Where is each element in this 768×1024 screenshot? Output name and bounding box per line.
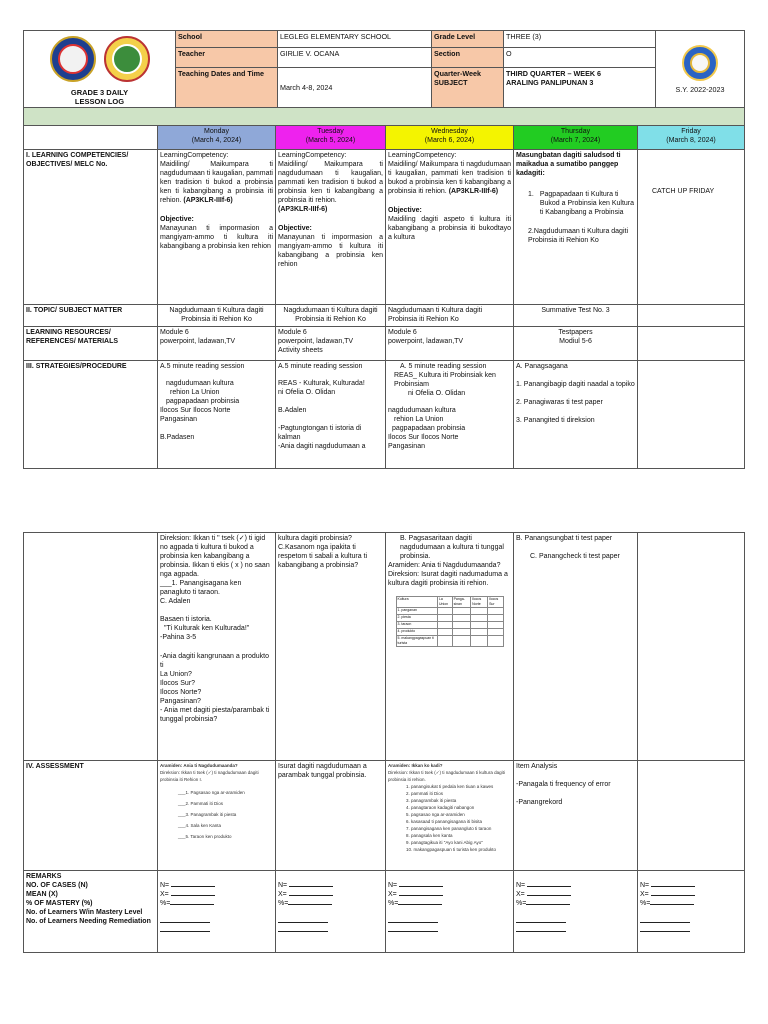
fri-resources [638,327,745,361]
thu-topic: Summative Test No. 3 [514,305,638,327]
mon-assessment: Aramiden: Ania ti Nagdudumaanda? Direksion: Ikkan ti tsek (✓) ti nagdudumaan dagiti probinsia iti Rehion I. ___1. Pagsasao nga ar-aramiden ___2. Pammati iti Dios ___3. Panagrambak iti piesta ___4. Sala ken Kanta ___5. Taraon ken produkto [158,761,276,871]
section-value: O [504,48,656,68]
topic-row [24,305,745,327]
competencies-row [24,150,745,305]
quarter-label: Quarter-Week [434,68,482,78]
fri-remarks: N= X= %= [638,871,745,953]
day-friday: Friday (March 8, 2024) [638,126,745,150]
school-value: LEGLEG ELEMENTARY SCHOOL [278,31,432,48]
wed-topic: Nagdudumaan ti Kultura dagiti Probinsia iti Rehion Ko [386,305,514,327]
wed-strategies-cont: B. Pagsasaritaan dagiti nagdudumaan a kultura ti tunggal probinsia. Aramiden: Ania ti Nagdudumaanda? Direksion: Isurat dagiti nadumaduma a kultura dagiti probinsia iti rehion. Kultura La Union Panga-sinan Ilocos Norte Ilocos Sur 1. panganan 2. piesta 3. taraon 4. produkto 5. makangpagaspuan ti turista [386,533,514,761]
fri-strategies-cont [638,533,745,761]
thu-assessment: Item Analysis -Panagala ti frequency of error -Panangrekord [514,761,638,871]
fri-topic [638,305,745,327]
strategies-cont-row [24,533,745,761]
thu-remarks: N= X= %= [514,871,638,953]
section-label: Section [432,48,504,68]
wed-remarks: N= X= %= [386,871,514,953]
remarks-row [24,871,745,953]
subject-label: SUBJECT [434,77,468,87]
mon-strategies-cont: Direksion: Ikkan ti " tsek (✓) ti igid no agpada ti kultura ti bukod a probinsia ken kabangibang a probinsia. Ikkan ti ekis ( x ) no saan nga agpada. ___1. Panangisagana ken panagluto ti taraon. C. Adalen Basaen ti istoria. "Ti Kulturak ken Kulturada!" -Pahina 3-5 -Ania dagiti kangrunaan a produkto ti La Union? Ilocos Sur? Ilocos Norte? Pangasinan? - Ania met dagiti piesta/parambak ti tunggal probinsia? [158,533,276,761]
wed-resources: Module 6 powerpoint, ladawan,TV [386,327,514,361]
resources-row [24,327,745,361]
thu-strategies: A. Panagsagana 1. Panangibagip dagiti naadal a topiko 2. Panagiwaras ti test paper 3. Panangited ti direksion [514,361,638,469]
tue-topic: Nagdudumaan ti Kultura dagiti Probinsia iti Rehion Ko [276,305,386,327]
title-line1: GRADE 3 DAILY [70,88,129,97]
fri-competency: CATCH UP FRIDAY [638,150,745,305]
tue-strategies-cont: kultura dagiti probinsia? C.Kasanom nga ipakita ti respetom ti sabali a kultura ti kabangibang a probinsia? [276,533,386,761]
fri-strategies [638,361,745,469]
mon-topic: Nagdudumaan ti Kultura dagiti Probinsia iti Rehion Ko [158,305,276,327]
day-wednesday: Wednesday (March 6, 2024) [386,126,514,150]
tue-remarks: N= X= %= [276,871,386,953]
strategies-row [24,361,745,469]
topic-label: II. TOPIC/ SUBJECT MATTER [24,305,158,327]
division-seal-icon [682,45,718,81]
green-band [24,108,745,126]
thu-competency: Masungbatan dagiti saludsod ti maikadua a sumatibo panggep kadagiti: 1. Pagpapadaan ti Kultura ti Bukod a Probinsia ken Kultura ti Kabangibang a Probinsia 2.Nagdudumaan ti Kultura dagiti Probinsia iti Rehion Ko [514,150,638,305]
mon-resources: Module 6 powerpoint, ladawan,TV [158,327,276,361]
wed-competency: LearningCompetency: Maidiling/ Maikumpara ti nagdudumaan ti kaugalian, pammati ken tradision ti bukod a probinsia ken ti kabangibang a probinsia iti rehion. (AP3KLR-IIIf-6) Objective: Maidiling dagiti aspeto ti kultura iti kabangibang a probinsia iti bukodtayo a kultura [386,150,514,305]
teacher-label: Teacher [176,48,278,68]
logo-title-cell [24,31,176,108]
grade-label: Grade Level [432,31,504,48]
culture-worksheet-table: Kultura La Union Panga-sinan Ilocos Norte Ilocos Sur 1. panganan 2. piesta 3. taraon 4. produkto 5. makangpagaspuan ti turista [396,596,504,647]
tue-assessment: Isurat dagiti nagdudumaan a parambak tunggal probinsia. [276,761,386,871]
tue-competency: LearningCompetency: Maidiling/ Maikumpara ti nagdudumaan ti kaugalian, pammati ken tradision ti bukod a probinsia ken ti kabangibang a probinsia iti rehion. (AP3KLR-IIIf-6) Objective: Manayunan ti impormasion a mangiyam-ammo ti kultura iti kabangibang a probinsia ken rehion [276,150,386,305]
thu-strategies-cont: B. Panangsungbat ti test paper C. Panangcheck ti test paper [514,533,638,761]
assessment-row [24,761,745,871]
dates-label: Teaching Dates and Time [176,67,278,107]
day-tuesday: Tuesday (March 5, 2024) [276,126,386,150]
assessment-label: IV. ASSESSMENT [24,761,158,871]
school-year: S.Y. 2022-2023 [675,84,725,94]
grade-value: THREE (3) [504,31,656,48]
school-label: School [176,31,278,48]
tue-strategies: A.5 minute reading session REAS - Kulturak, Kulturada! ni Ofelia O. Olidan B.Adalen -Pagtungtongan ti istoria di kalman -Ania dagiti nagdudumaan a [276,361,386,469]
title-line2: LESSON LOG [74,97,125,106]
dates-value: March 4-8, 2024 [278,67,432,107]
quarter-value: THIRD QUARTER – WEEK 6 [506,68,602,78]
strategies-label: III. STRATEGIES/PROCEDURE [24,361,158,469]
sy-cell [656,31,745,108]
fri-assessment [638,761,745,871]
tue-resources: Module 6 powerpoint, ladawan,TV Activity sheets [276,327,386,361]
day-monday: Monday (March 4, 2024) [158,126,276,150]
deped-seal-icon [50,36,96,82]
wed-assessment: Aramiden: Ikkan ko kadi? Direksion: Ikkan ti tsek (✓) ti nagdudumaan ti kultura dagiti probinsia iti rehion. 1. panangisukat ti pedala ken tiuan a kawes 2. pammati iti Dios 3. panagrambak iti piesta 4. panagtaraon kadagiti nabangon 5. pagsasao nga ar-aramiden 6. kasasaad ti panangisagana iti bisita 7. panangisagana ken panangluto ti taraon 8. panagsala ken kanta 9. panagtagikua iti "Ayo kani Abig Ayo" 10. makangpagaspuan ti turista ken produkto [386,761,514,871]
quarter-subject-value [504,67,656,107]
day-thursday: Thursday (March 7, 2024) [514,126,638,150]
strategies-cont-label [24,533,158,761]
school-seal-icon [104,36,150,82]
remarks-labels: REMARKS NO. OF CASES (N) MEAN (X) % OF MASTERY (%) No. of Learners W/in Mastery Level No. of Learners Needing Remediation [24,871,158,953]
continuation-table [23,532,745,953]
quarter-subject-label [432,67,504,107]
mon-remarks: N= X= %= [158,871,276,953]
teacher-value: GIRLIE V. OCANA [278,48,432,68]
mon-competency: LearningCompetency: Maidiling/ Maikumpara ti nagdudumaan ti kaugalian, pammati ken tradision ti bukod a probinsia ken ti kabangibang a probinsia iti rehion. (AP3KLR-IIIf-6) Objective: Manayunan ti impormasion a mangiyam-ammo ti kultura iti kabangibang a probinsia ken rehion [158,150,276,305]
header-table [23,30,745,108]
mon-strategies: A.5 minute reading session nagdudumaan kultura rehion La Union pagpapadaan probinsia Ilocos Sur Ilocos Norte Pangasinan B.Padasen [158,361,276,469]
main-table [23,107,745,469]
thu-resources: Testpapers Modiul 5-6 [514,327,638,361]
wed-strategies: A. 5 minute reading session REAS_ Kultura iti Probinsiak ken Probinsiam ni Ofelia O. Olidan nagdudumaan kultura rehion La Union pagpapadaan probinsia Ilocos Sur Ilocos Norte Pangasinan [386,361,514,469]
resources-label: LEARNING RESOURCES/ REFERENCES/ MATERIALS [24,327,158,361]
subject-value: ARALING PANLIPUNAN 3 [506,77,594,87]
day-header-row [24,126,745,150]
competencies-label: I. LEARNING COMPETENCIES/ OBJECTIVES/ MELC No. [24,150,158,305]
